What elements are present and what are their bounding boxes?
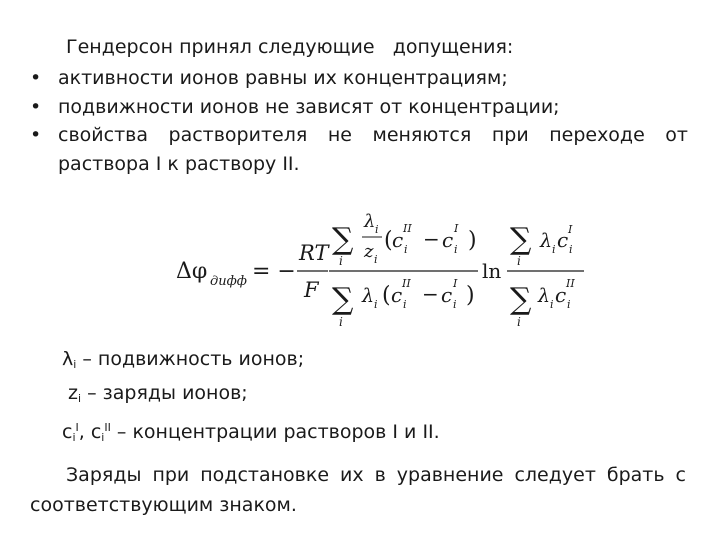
- definitions: [62, 345, 440, 452]
- definition-z: [62, 379, 440, 413]
- bullet-marker: •: [30, 67, 42, 89]
- list-item: [30, 121, 688, 178]
- bullet-marker: •: [30, 95, 42, 118]
- lambda-sub: i: [552, 243, 556, 256]
- closing-paragraph: [30, 460, 686, 520]
- assumption-text-line2: раствора I к раствору II.: [58, 152, 300, 175]
- sum-index: i: [517, 315, 521, 329]
- definition-c: [62, 413, 440, 452]
- lambda-symbol: λ: [62, 348, 74, 370]
- c-symbol: c: [557, 228, 569, 252]
- equals-minus: = −: [252, 259, 296, 284]
- paren-close: ): [466, 283, 475, 308]
- sum-sign: ∑: [332, 222, 354, 257]
- lambda-sub: i: [73, 358, 77, 371]
- c-sup: II: [104, 421, 111, 434]
- c-symbol: c: [441, 283, 453, 307]
- lhs-subscript: дифф: [210, 274, 247, 289]
- definition-text: – подвижность ионов;: [76, 348, 305, 370]
- lambda-sub: i: [375, 223, 379, 236]
- sum-index: i: [339, 254, 343, 268]
- paren-close: ): [468, 228, 477, 253]
- assumption-text: активности ионов равны их концентрациям;: [58, 67, 508, 89]
- intro-text: Гендерсон принял следующие допущения:: [66, 36, 514, 58]
- lambda-sub: i: [374, 298, 378, 311]
- sum-sign: ∑: [510, 222, 532, 257]
- bullet-marker: •: [30, 124, 42, 146]
- c-sub: i: [567, 298, 571, 311]
- definition-text: – концентрации растворов I и II.: [110, 421, 440, 443]
- c-symbol: c: [555, 283, 567, 307]
- c-sup: II: [403, 222, 412, 235]
- sum-index: i: [339, 315, 343, 329]
- c-sub: i: [454, 243, 458, 256]
- c-sup: I: [453, 277, 458, 290]
- assumptions-list: [30, 64, 688, 178]
- definition-text: – заряды ионов;: [81, 382, 248, 404]
- f-symbol: F: [304, 278, 319, 302]
- lambda-symbol: λ: [540, 230, 553, 252]
- c-symbol: c: [392, 228, 404, 252]
- lhs-symbol: Δφ: [176, 259, 208, 284]
- c-symbol: c: [391, 283, 403, 307]
- minus-sign: −: [422, 282, 439, 306]
- rt-symbol: RT: [299, 241, 329, 265]
- closing-line1: Заряды при подстановке их в уравнение следует брать с: [66, 464, 686, 486]
- z-sub: i: [78, 392, 82, 405]
- c-sub: i: [403, 298, 407, 311]
- list-item: [30, 64, 688, 93]
- c-symbol: c: [62, 421, 73, 443]
- sum-index: i: [517, 254, 521, 268]
- lambda-sub: i: [550, 298, 554, 311]
- c-sub: i: [72, 431, 76, 444]
- lambda-symbol: λ: [364, 211, 376, 232]
- henderson-formula: [176, 205, 596, 330]
- paren-open: (: [384, 228, 393, 253]
- c-separator: , c: [78, 421, 102, 443]
- paren-open: (: [382, 283, 391, 308]
- list-item: [30, 93, 688, 122]
- c-sub: i: [101, 431, 105, 444]
- c-sup: II: [402, 277, 411, 290]
- definition-lambda: [62, 345, 440, 379]
- sum-sign: ∑: [510, 282, 532, 317]
- z-symbol: z: [364, 241, 374, 262]
- c-sup: I: [454, 222, 459, 235]
- lambda-symbol: λ: [362, 285, 375, 307]
- c-symbol: c: [442, 228, 454, 252]
- c-sup: I: [568, 223, 573, 236]
- c-sub: i: [453, 298, 457, 311]
- c-sup: II: [566, 277, 575, 290]
- closing-line2: соответствующим знаком.: [30, 494, 297, 516]
- ln-symbol: ln: [482, 259, 502, 283]
- c-sup: I: [75, 421, 79, 434]
- c-sub: i: [569, 243, 573, 256]
- c-sub: i: [404, 243, 408, 256]
- z-symbol: z: [68, 382, 79, 404]
- assumption-text-line1: свойства растворителя не меняются при переходе от: [58, 124, 688, 146]
- minus-sign: −: [423, 227, 440, 251]
- sum-sign: ∑: [332, 282, 354, 317]
- z-sub: i: [374, 253, 378, 266]
- assumption-text: подвижности ионов не зависят от концентрации;: [58, 95, 560, 118]
- lambda-symbol: λ: [538, 285, 551, 307]
